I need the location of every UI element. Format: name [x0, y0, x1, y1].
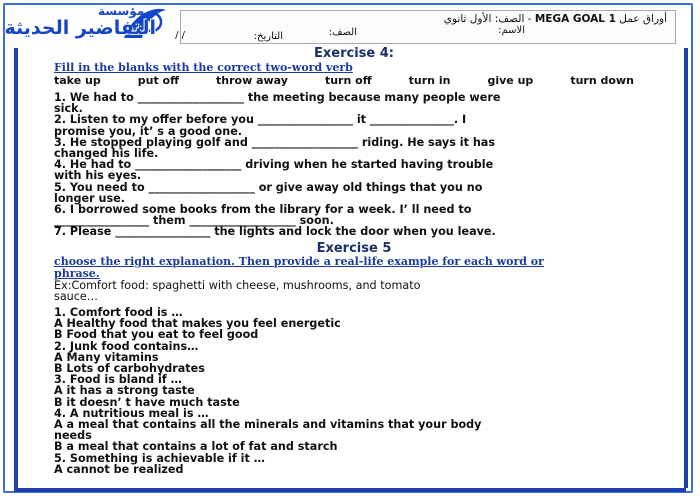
date-slash: / / [175, 30, 185, 41]
logo-text: التفاضير الحديثة [4, 17, 156, 39]
exercise4-line: 7. Please _________________ the lights and lock the door when you leave. [54, 225, 496, 239]
exercise5-line: 4. A nutritious meal is … [54, 406, 209, 420]
date-label: التاريخ: [253, 31, 283, 42]
publisher-logo [6, 4, 178, 42]
exercise5-line: B Lots of carbohydrates [54, 362, 205, 376]
exercise4-line: 2. Listen to my offer before you _________________ it _______________. I [54, 113, 467, 127]
header-title [444, 13, 667, 25]
logo-subtitle: مؤسسة [98, 4, 145, 18]
exercise5-line: A it has a strong taste [54, 384, 195, 398]
exercise4-line: _________________ them ___________________ soon. [54, 214, 334, 228]
exercise5-line: needs [54, 429, 92, 443]
exercise5-line: 1. Comfort food is … [54, 306, 183, 320]
right-border-bar [684, 48, 688, 488]
exercise4-line: sick. [54, 102, 83, 116]
exercise5-line: B Food that you eat to feel good [54, 328, 259, 342]
bottom-border-bar [14, 488, 686, 492]
exercise5-instruction [54, 256, 654, 280]
exercise4-line: 4. He had to ___________________ driving when he started having trouble [54, 158, 494, 172]
exercise5-line: A Many vitamins [54, 350, 159, 364]
exercise4-line: promise you, it’ s a good one. [54, 124, 243, 138]
word-bank-item: turn in [408, 74, 451, 87]
word-bank-item: put off [137, 74, 179, 87]
exercise5-line: 5. Something is achievable if it … [54, 451, 265, 465]
exercise5-line: A Healthy food that makes you feel energetic [54, 317, 341, 331]
left-border-bar [14, 48, 18, 488]
exercise4-line: 1. We had to ___________________ the meeting because many people were [54, 91, 501, 104]
exercise4-line: longer use. [54, 191, 125, 205]
exercise5-example: sauce… [54, 289, 98, 303]
word-bank-item: turn down [570, 74, 634, 87]
name-label: الاسم: [498, 25, 525, 36]
exercise5-line: B it doesn’ t have much taste [54, 395, 240, 409]
title-english: MEGA GOAL 1 [534, 13, 616, 25]
grade-label: - الصف: الأول ثانوي [443, 13, 532, 25]
exercise4-line: 5. You need to ___________________ or give away old things that you no [54, 180, 483, 194]
exercise5-instruction-line: choose the right explanation. Then provide a real-life example for each word or [54, 254, 544, 268]
word-bank-item: give up [487, 74, 534, 87]
word-bank [54, 74, 634, 87]
exercise5-line: 2. Junk food contains… [54, 339, 199, 353]
class-label: الصف: [328, 27, 357, 38]
exercise4-line: with his eyes. [54, 169, 142, 183]
exercise5-line: A a meal that contains all the minerals and vitamins that your body [54, 418, 482, 432]
word-bank-item: turn off [324, 74, 372, 87]
exercise4-line: 6. I borrowed some books from the library for a week. I’ ll need to [54, 203, 472, 217]
worksheet-header [175, 10, 676, 44]
exercise5-line: B a meal that contains a lot of fat and starch [54, 440, 338, 454]
exercise4-line: 3. He stopped playing golf and ___________________ riding. He says it has [54, 135, 496, 149]
exercise4-instruction: Fill in the blanks with the correct two-word verb [54, 61, 353, 74]
exercise5-example: Ex:Comfort food: spaghetti with cheese, mushrooms, and tomato [54, 278, 421, 292]
exercise5-line: 3. Food is bland if … [54, 373, 182, 387]
exercise5-line: A cannot be realized [54, 462, 184, 476]
exercise4-title: Exercise 4: [314, 46, 394, 61]
word-bank-item: throw away [216, 74, 288, 87]
exercise4-line: changed his life. [54, 147, 159, 161]
word-bank-item: take up [54, 74, 101, 87]
title-arabic: أوراق عمل [619, 13, 667, 25]
exercise5-title: Exercise 5 [316, 240, 392, 256]
worksheet-content [54, 46, 654, 475]
exercise5-instruction-line: phrase. [54, 266, 100, 280]
